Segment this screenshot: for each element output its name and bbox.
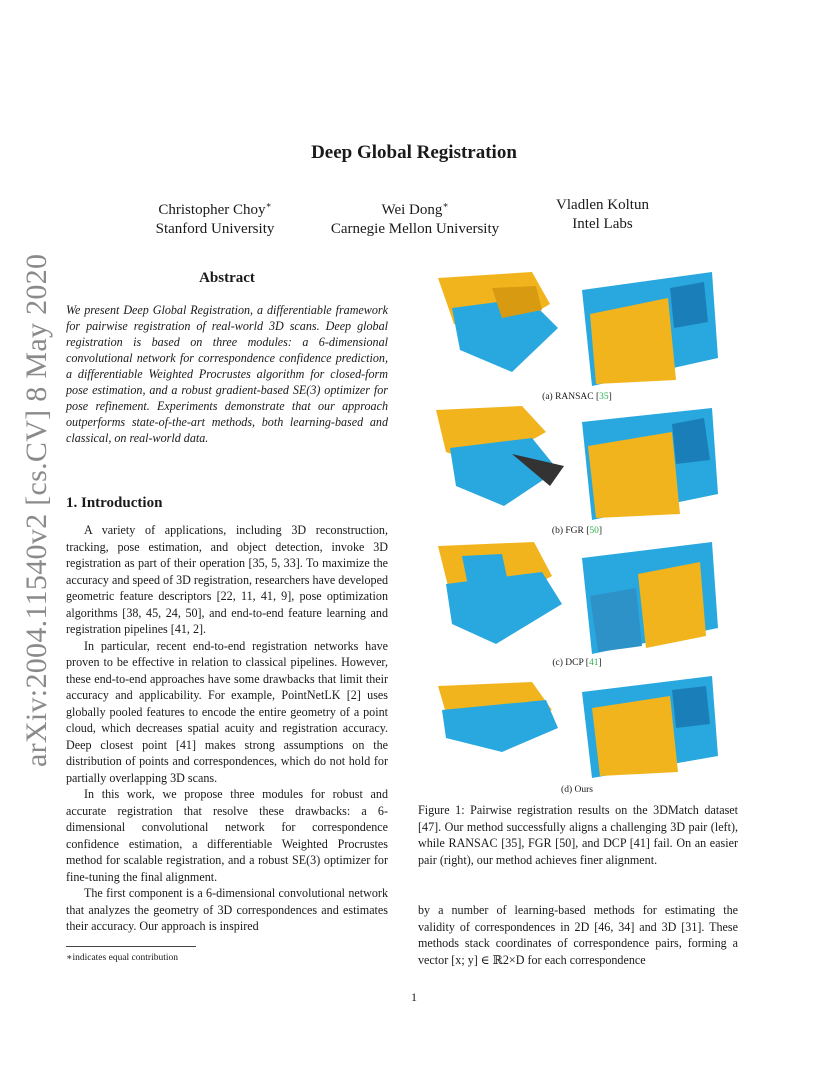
intro-paragraph-2: In particular, recent end-to-end registration networks have proven to be effective in relation to classical pipelines. However, these end-to-end approaches have some drawbacks that limit their accuracy and applicability. For example, PointNetLK [2] uses globally pooled features to encode the entire geometry of a point cloud, which decreases spatial acuity and registration accuracy. Deep closest point [41] makes strong assumptions on the distribution of points and correspondences, which do not hold for partially overlapping 3D scans. [66,638,388,785]
author-name: Vladlen Koltun [556,197,649,213]
intro-paragraph-4: The first component is a 6-dimensional convolutional network that analyzes the geometry of 3D correspondences and estimates their accuracy. Our approach is inspired [66,886,388,933]
intro-heading: 1. Introduction [66,495,163,511]
author-name: Wei Dong [381,202,443,218]
footnote: ∗indicates equal contribution [66,953,178,963]
citation-link[interactable]: 41 [588,658,599,668]
figure-panel-d-label [432,785,722,795]
point-cloud-right [582,676,718,778]
panel-label-close: ] [608,392,612,402]
point-cloud-left [438,272,558,372]
point-cloud-left [438,542,562,644]
citation-link[interactable]: 50 [589,526,599,536]
author-mark: ∗ [442,200,449,210]
author-3 [530,196,675,234]
author-1 [130,196,300,239]
point-cloud-right [582,542,718,654]
right-column-text: by a number of learning-based methods for estimating the validity of correspondences in 2D [46, 34] and 3D [31]. These methods stack coordinates of correspondence pairs, forming a vector [x; y] ∈ ℝ2×D for each correspondence [418,903,738,967]
point-cloud-left [436,406,564,506]
author-affiliation: Intel Labs [572,216,633,232]
figure-panel-c-label [432,658,722,668]
abstract-heading: Abstract [199,270,255,286]
figure-panel-d [432,672,722,782]
panel-label-text: (b) FGR [ [551,526,590,536]
figure-caption: Figure 1: Pairwise registration results on the 3DMatch dataset [47]. Our method successfully aligns a challenging 3D pair (left), while RANSAC [35], FGR [50], and DCP [41] fail. On an easier pair (right), our method achieves finer alignment. [418,803,738,867]
page-number: 1 [411,990,417,1004]
panel-label-close: ] [598,526,603,536]
author-mark: ∗ [265,200,272,210]
figure-panel-a [432,268,722,390]
author-affiliation: Carnegie Mellon University [330,221,500,237]
paper-title: Deep Global Registration [311,142,517,163]
panel-label-text: (c) DCP [ [552,658,589,668]
point-cloud-right [582,408,718,520]
figure-panel-b [432,402,722,524]
figure-panel-c [432,536,722,658]
point-cloud-left [438,682,558,752]
author-name: Christopher Choy [158,202,266,218]
intro-paragraph-3: In this work, we propose three modules for robust and accurate registration that resolve these drawbacks: a 6-dimensional convolutional network for correspondence confidence estimation, a differentiable Weighted Procrustes method for scalable registration, and a robust SE(3) optimizer for fine-tuning the final alignment. [66,787,388,884]
panel-label-text: (a) RANSAC [ [542,392,600,402]
footnote-rule [66,946,196,947]
arxiv-stamp: arXiv:2004.11540v2 [cs.CV] 8 May 2020 [20,253,53,767]
panel-label-close: ] [598,658,602,668]
figure-panel-b-label [432,526,722,536]
panel-label-text: (d) Ours [561,785,593,795]
figure-panel-a-label [432,392,722,402]
intro-paragraph-1: A variety of applications, including 3D reconstruction, tracking, pose estimation, and object detection, invoke 3D registration as part of their operation [35, 5, 33]. To maximize the accuracy and speed of 3D registration, researchers have developed geometric feature descriptors [22, 11, 41, 9], pose optimization algorithms [38, 45, 24, 50], and end-to-end feature learning and registration pipelines [41, 2]. [66,523,389,636]
citation-link[interactable]: 35 [599,392,609,402]
author-affiliation: Stanford University [155,221,275,237]
intro-body [66,522,388,935]
abstract-text: We present Deep Global Registration, a differentiable framework for pairwise registration of real-world 3D scans. Deep global registration is based on three modules: a 6-dimensional convolutional network for correspondence confidence prediction, a differentiable Weighted Procrustes algorithm for closed-form pose estimation, and a robust gradient-based SE(3) optimizer for pose refinement. Experiments demonstrate that our approach outperforms state-of-the-art methods, both learning-based and classical, on real-world data. [66,303,388,445]
point-cloud-right [582,272,718,386]
author-2 [315,196,515,239]
